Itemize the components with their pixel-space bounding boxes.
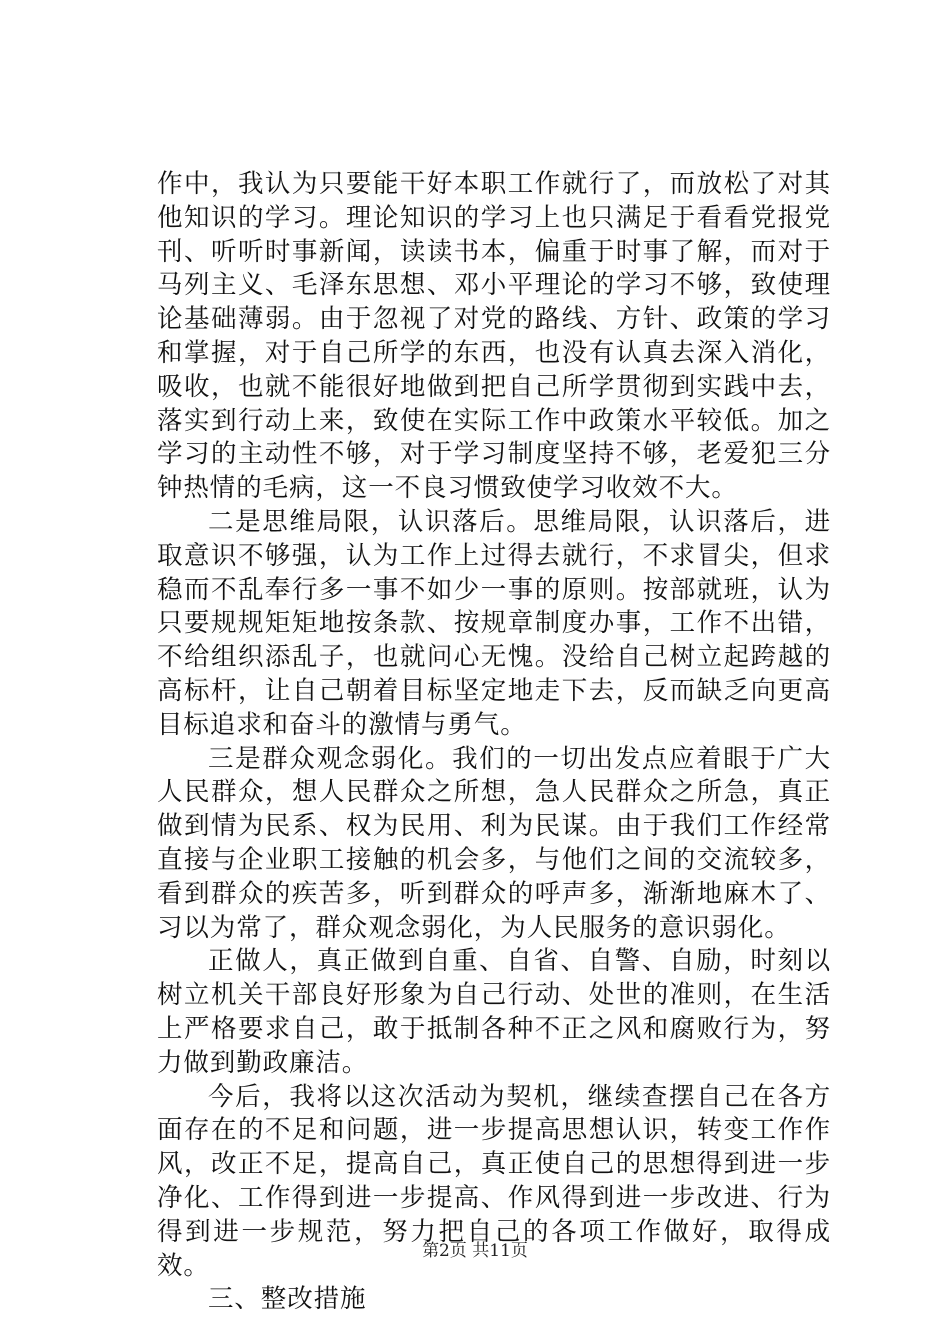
paragraph-continuation: 作中，我认为只要能干好本职工作就行了，而放松了对其他知识的学习。理论知识的学习上也只满足于看看党报党刊、听听时事新闻，读读书本，偏重于时事了解，而对于马列主义、毛泽东思想、邓小平理论的学习不够，致使理论基础薄弱。由于忽视了对党的路线、方针、政策的学习和掌握，对于自己所学的东西，也没有认真去深入消化，吸收，也就不能很好地做到把自己所学贯彻到实践中去，落实到行动上来，致使在实际工作中政策水平较低。加之学习的主动性不够，对于学习制度坚持不够，老爱犯三分钟热情的毛病，这一不良习惯致使学习收效不大。 [157, 169, 831, 504]
paragraph-mass-line: 三是群众观念弱化。我们的一切出发点应着眼于广大人民群众，想人民群众之所想，急人民群众之所急，真正做到情为民系、权为民用、利为民谋。由于我们工作经常直接与企业职工接触的机会多，与他们之间的交流较多，看到群众的疾苦多，听到群众的呼声多，渐渐地麻木了、习以为常了，群众观念弱化，为人民服务的意识弱化。 [157, 743, 831, 943]
paragraph-going-forward: 今后，我将以这次活动为契机，继续查摆自己在各方面存在的不足和问题，进一步提高思想认识，转变工作作风，改正不足，提高自己，真正使自己的思想得到进一步净化、工作得到进一步提高、作风得到进一步改进、行为得到进一步规范，努力把自己的各项工作做好，取得成效。 [157, 1081, 831, 1281]
paragraph-integrity: 正做人，真正做到自重、自省、自警、自励，时刻以树立机关干部良好形象为自己行动、处世的准则，在生活上严格要求自己，敢于抵制各种不正之风和腐败行为，努力做到勤政廉洁。 [157, 946, 831, 1078]
section-heading-rectification: 三、整改措施 [208, 1284, 367, 1315]
paragraph-thinking-limits: 二是思维局限，认识落后。思维局限，认识落后，进取意识不够强，认为工作上过得去就行，不求冒尖，但求稳而不乱奉行多一事不如少一事的原则。按部就班，认为只要规规矩矩地按条款、按规章制度办事，工作不出错，不给组织添乱子，也就问心无愧。没给自己树立起跨越的高标杆，让自己朝着目标坚定地走下去，反而缺乏向更高目标追求和奋斗的激情与勇气。 [157, 506, 831, 740]
page-number: 第2页 共11页 [422, 1241, 528, 1261]
document-body [157, 168, 831, 1317]
